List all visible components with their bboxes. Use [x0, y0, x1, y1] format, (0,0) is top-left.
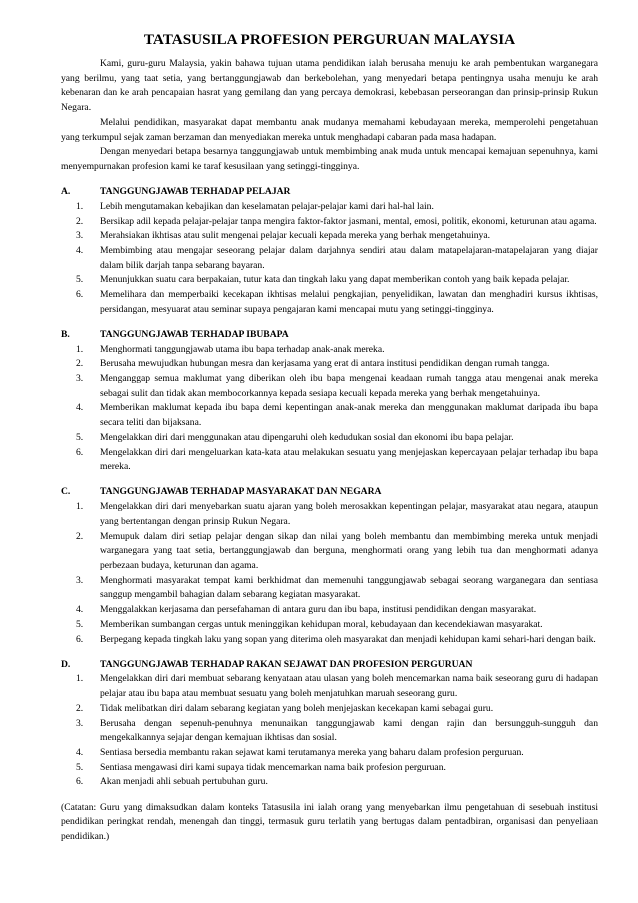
footnote: (Catatan: Guru yang dimaksudkan dalam konteks Tatasusila ini ialah orang yang menyebarkan ilmu pengetahuan di sesebuah institusi pendidikan peringkat rendah, menengah dan tinggi, termasuk guru terlatih yang bertugas dalam pentadbiran, organisasi dan penyeliaan pendidikan.) [61, 801, 598, 842]
item-text: Berusaha dengan sepenuh-penuhnya menunaikan tanggungjawab kami dengan rajin dan bersungguh-sungguh dan mengekalkannya sejajar dengan kemajuan ikhtisas dan sosial. [100, 717, 598, 744]
item-text: Memberikan maklumat kepada ibu bapa demi kepentingan anak-anak mereka dan menggunakan maklumat daripada ibu bapa secara teliti dan bijaksana. [100, 402, 598, 429]
section-item-list [61, 200, 598, 318]
item-text: Mengelakkan diri dari mengeluarkan kata-kata atau melakukan sesuatu yang menjejaskan kepercayaan pelajar terhadap ibu bapa mereka. [100, 446, 598, 473]
item-number: 3. [76, 373, 84, 385]
section-heading [61, 185, 598, 200]
section-title: TANGGUNGJAWAB TERHADAP MASYARAKAT DAN NEGARA [100, 486, 382, 498]
list-item [61, 702, 598, 717]
item-text: Berpegang kepada tingkah laku yang sopan yang diterima oleh masyarakat dan menjadi kehidupan kami sehari-hari dengan baik. [100, 633, 596, 645]
item-number: 6. [76, 776, 84, 788]
item-number: 6. [76, 446, 84, 458]
item-text: Mengelakkan diri dari menyebarkan suatu ajaran yang boleh merosakkan kepentingan pelajar, masyarakat atau negara, ataupun yang bertentangan dengan prinsip Rukun Negara. [100, 501, 598, 527]
item-number: 5. [76, 618, 84, 630]
item-number: 1. [76, 343, 84, 355]
item-text: Bersikap adil kepada pelajar-pelajar tanpa mengira faktor-faktor jasmani, mental, emosi, politik, ekonomi, keturunan atau agama. [100, 215, 597, 227]
sections-container [61, 185, 598, 790]
list-item [61, 574, 598, 603]
item-number: 2. [76, 215, 84, 227]
list-item [61, 401, 598, 430]
section-item-list [61, 672, 598, 790]
item-number: 4. [76, 604, 84, 616]
list-item [61, 775, 598, 790]
item-text: Akan menjadi ahli sebuah pertubuhan guru. [100, 776, 268, 788]
section-item-list [61, 343, 598, 475]
section-title: TANGGUNGJAWAB TERHADAP PELAJAR [100, 186, 291, 198]
section-title: TANGGUNGJAWAB TERHADAP IBUBAPA [100, 328, 289, 340]
item-text: Merahsiakan ikhtisas atau sulit mengenai pelajar kecuali kepada mereka yang berhak mengetahuinya. [100, 230, 490, 242]
list-item [61, 357, 598, 372]
list-item [61, 431, 598, 446]
item-number: 2. [76, 702, 84, 714]
list-item [61, 672, 598, 701]
section-title: TANGGUNGJAWAB TERHADAP RAKAN SEJAWAT DAN PROFESION PERGURUAN [100, 658, 473, 670]
section-heading [61, 328, 598, 343]
section-letter: B. [61, 328, 70, 340]
item-number: 3. [76, 230, 84, 242]
preamble-paragraph-1: Kami, guru-guru Malaysia, yakin bahawa tujuan utama pendidikan ialah berusaha menuju ke arah pembentukan warganegara yang berilmu, yang taat setia, yang bertanggungjawab dan berkebolehan, yang menyedari betapa pentingnya usaha menuju ke arah kebenaran dan ke arah pencapaian hasrat yang gemilang dan yang percaya demokrasi, kebebasan perseorangan dan prinsip-prinsip Rukun Negara. [61, 58, 598, 114]
section-a [61, 185, 598, 317]
list-item [61, 244, 598, 273]
section-heading [61, 485, 598, 500]
item-text: Menganggap semua maklumat yang diberikan oleh ibu bapa mengenai keadaan rumah tangga atau mengenai anak mereka sebagai sulit dan tidak akan membocorkannya kepada sesiapa kecuali kepada mereka yang berhak mengetahuinya. [100, 373, 598, 399]
preamble-paragraph-3: Dengan menyedari betapa besarnya tanggungjawab untuk membimbing anak muda untuk mencapai kemajuan sepenuhnya, kami menyempurnakan profesion kami ke taraf kesusilaan yang setinggi-tingginya. [61, 146, 598, 172]
list-item [61, 273, 598, 288]
item-number: 5. [76, 274, 84, 286]
item-text: Membimbing atau mengajar seseorang pelajar dalam darjahnya sendiri atau dalam matapelajaran-matapelajaran yang diajar dalam bilik darjah tanpa sebarang bayaran. [100, 244, 598, 271]
list-item [61, 746, 598, 761]
section-b [61, 328, 598, 475]
item-number: 6. [76, 633, 84, 645]
item-number: 3. [76, 717, 84, 729]
section-heading [61, 658, 598, 673]
item-number: 5. [76, 761, 84, 773]
item-number: 4. [76, 746, 84, 758]
item-text: Memelihara dan memperbaiki kecekapan ikhtisas melalui pengkajian, penyelidikan, lawatan dan menghadiri kursus ikhtisas, persidangan, mesyuarat atau seminar supaya pengajaran kami mencapai mutu yang setinggi-tingginya. [100, 289, 598, 315]
item-text: Menghormati masyarakat tempat kami berkhidmat dan memenuhi tanggungjawab sebagai seorang warganegara dan sentiasa sanggup mengambil bahagian dalam sebarang kegiatan masyarakat. [100, 574, 598, 601]
section-c [61, 485, 598, 647]
list-item [61, 229, 598, 244]
item-text: Menunjukkan suatu cara berpakaian, tutur kata dan tingkah laku yang dapat memberikan contoh yang baik kepada pelajar. [100, 274, 570, 286]
item-number: 2. [76, 530, 84, 542]
item-number: 2. [76, 358, 84, 370]
list-item [61, 372, 598, 401]
section-letter: D. [61, 658, 71, 670]
item-number: 4. [76, 402, 84, 414]
item-number: 6. [76, 289, 84, 301]
item-number: 1. [76, 200, 84, 212]
item-number: 1. [76, 673, 84, 685]
item-text: Sentiasa bersedia membantu rakan sejawat kami terutamanya mereka yang baharu dalam profesion perguruan. [100, 746, 524, 758]
item-number: 3. [76, 574, 84, 586]
list-item [61, 761, 598, 776]
list-item [61, 603, 598, 618]
list-item [61, 618, 598, 633]
item-text: Menghormati tanggungjawab utama ibu bapa terhadap anak-anak mereka. [100, 343, 385, 355]
item-number: 5. [76, 431, 84, 443]
list-item [61, 530, 598, 574]
list-item [61, 200, 598, 215]
section-item-list [61, 500, 598, 647]
item-text: Sentiasa mengawasi diri kami supaya tidak mencemarkan nama baik profesion perguruan. [100, 761, 446, 773]
item-text: Memupuk dalam diri setiap pelajar dengan sikap dan nilai yang boleh membantu dan membimbing mereka untuk menjadi warganegara yang taat setia, bertanggungjawab dan berguna, menghormati orang yang lebih tua dan menghormati adanya perbezaan budaya, keturunan dan agama. [100, 530, 598, 571]
item-text: Berusaha mewujudkan hubungan mesra dan kerjasama yang erat di antara institusi pendidikan dengan rumah tangga. [100, 358, 550, 370]
item-number: 1. [76, 501, 84, 513]
list-item [61, 633, 598, 648]
list-item [61, 717, 598, 746]
item-text: Lebih mengutamakan kebajikan dan keselamatan pelajar-pelajar kami dari hal-hal lain. [100, 200, 434, 212]
item-text: Memberikan sumbangan cergas untuk meninggikan kehidupan moral, kebudayaan dan kecendekiawan masyarakat. [100, 618, 543, 630]
list-item [61, 288, 598, 317]
item-text: Menggalakkan kerjasama dan persefahaman di antara guru dan ibu bapa, institusi pendidikan dengan masyarakat. [100, 604, 537, 616]
section-letter: A. [61, 186, 71, 198]
item-text: Tidak melibatkan diri dalam sebarang kegiatan yang boleh menjejaskan kecekapan kami sebagai guru. [100, 702, 494, 714]
item-text: Mengelakkan diri dari membuat sebarang kenyataan atau ulasan yang boleh mencemarkan nama baik seseorang guru di hadapan pelajar atau ibu bapa atau membuat sesuatu yang boleh menjatuhkan maruah seseorang guru. [100, 673, 598, 700]
page-title: TATASUSILA PROFESION PERGURUAN MALAYSIA [143, 31, 516, 48]
list-item [61, 343, 598, 358]
preamble [61, 57, 598, 175]
preamble-paragraph-2: Melalui pendidikan, masyarakat dapat membantu anak mudanya memahami kebudayaan mereka, memperolehi pengetahuan yang terkumpul sejak zaman berzaman dan menyediakan mereka untuk menghadapi cabaran pada masa hadapan. [61, 116, 598, 143]
item-text: Mengelakkan diri dari menggunakan atau dipengaruhi oleh kedudukan sosial dan ekonomi ibu bapa pelajar. [100, 431, 514, 443]
list-item [61, 446, 598, 475]
list-item [61, 500, 598, 529]
list-item [61, 215, 598, 230]
section-letter: C. [61, 486, 71, 498]
item-number: 4. [76, 244, 84, 256]
section-d [61, 658, 598, 790]
